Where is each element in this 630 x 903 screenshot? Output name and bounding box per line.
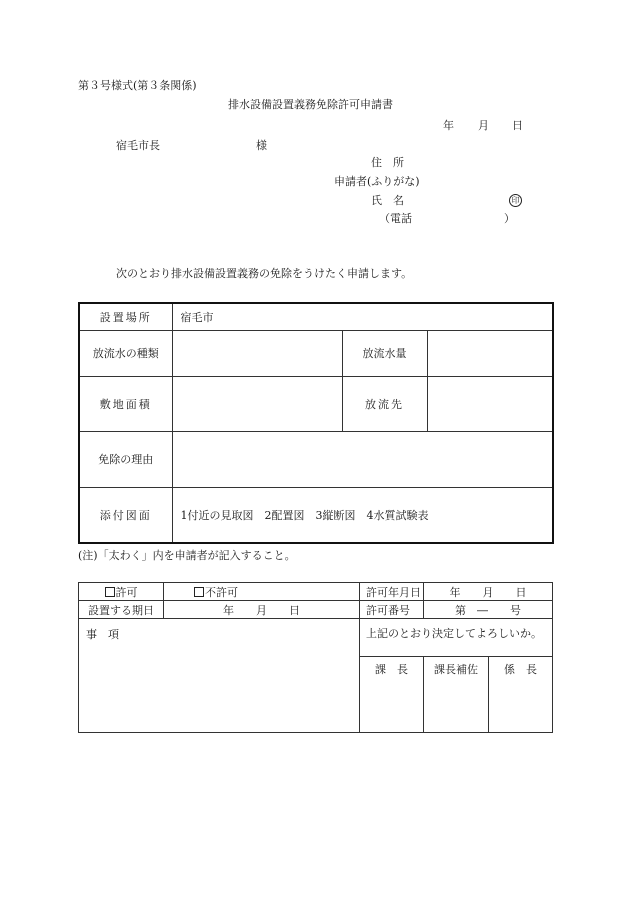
permit-number-field[interactable]: 第 ― 号 [424,601,553,619]
date-year-label: 年 [443,119,454,132]
approver-assistant-chief[interactable]: 課長補佐 [424,657,489,733]
seal-icon: 印 [509,194,522,207]
discharge-dest-field[interactable] [427,376,553,431]
table-row [79,583,553,601]
table-row [79,619,553,657]
approver-section-chief[interactable]: 課 長 [360,657,424,733]
permit-date-field[interactable]: 年 月 日 [424,583,553,601]
seal-mark [509,194,522,207]
table-row [79,330,553,376]
install-deadline-field[interactable]: 年 月 日 [164,601,360,619]
attachments-field[interactable]: 1付近の見取図 2配置図 3縦断図 4水質試験表 [172,487,553,543]
permit-label: 許可 [115,585,138,599]
form-number: 第３号様式(第３条関係) [78,79,197,92]
address-label: 住 所 [371,156,404,169]
document-title: 排水設備設置義務免除許可申請書 [228,98,393,111]
note-text: (注)「太わく」内を申請者が記入すること。 [78,549,296,562]
deny-checkbox-cell[interactable] [164,583,360,601]
discharge-type-label: 放流水の種類 [79,330,172,376]
phone-open: （電話 [379,212,412,225]
discharge-dest-label: 放流先 [342,376,427,431]
applicant-label: 申請者(ふりがな) [334,175,420,188]
permit-checkbox-cell[interactable] [79,583,164,601]
deny-label: 不許可 [205,585,238,599]
table-row [79,601,553,619]
deny-checkbox[interactable] [194,587,204,597]
reason-label: 免除の理由 [79,431,172,487]
approver-unit-chief[interactable]: 係 長 [489,657,553,733]
reason-field[interactable] [172,431,553,487]
discharge-type-field[interactable] [172,330,342,376]
table-row [79,487,553,543]
honorific: 様 [256,139,267,152]
name-label: 氏 名 [371,194,404,207]
discharge-amount-label: 放流水量 [342,330,427,376]
permit-number-label: 許可番号 [360,601,424,619]
office-use-table [78,582,553,733]
table-row [79,303,553,330]
attachments-label: 添付図面 [79,487,172,543]
table-row [79,431,553,487]
matters-cell[interactable] [79,619,360,733]
install-deadline-label: 設置する期日 [79,601,164,619]
location-field[interactable]: 宿毛市 [172,303,553,330]
site-area-label: 敷地面積 [79,376,172,431]
site-area-field[interactable] [172,376,342,431]
decision-text: 上記のとおり決定してよろしいか。 [360,619,553,657]
permit-checkbox[interactable] [105,587,115,597]
matters-label: 事 項 [86,628,119,641]
intro-text: 次のとおり排水設備設置義務の免除をうけたく申請します。 [116,267,413,280]
addressee: 宿毛市長 [116,139,160,152]
date-day-label: 日 [512,119,523,132]
phone-close: ） [504,212,515,225]
location-label: 設置場所 [79,303,172,330]
date-month-label: 月 [478,119,489,132]
permit-date-label: 許可年月日 [360,583,424,601]
discharge-amount-field[interactable] [427,330,553,376]
table-row [79,376,553,431]
application-table [78,302,554,544]
